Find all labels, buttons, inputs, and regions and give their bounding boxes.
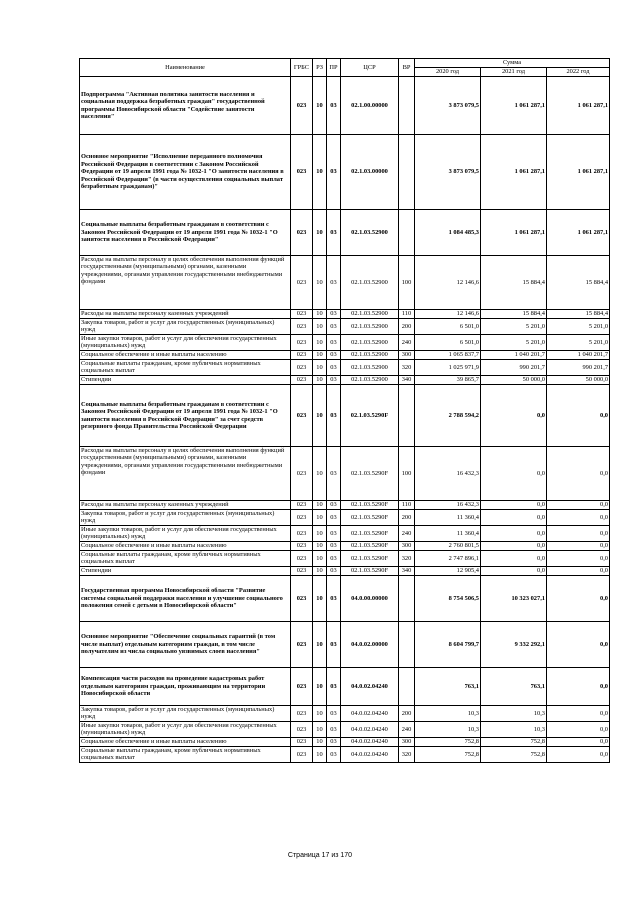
row-rz: 10	[313, 376, 327, 385]
row-vr: 320	[399, 551, 415, 567]
row-name: Расходы на выплаты персоналу в целях обеспечения выполнения функций государственными (муниципальными) органами, казенными учреждениями, органами управления государственными внебюджетными фондами	[80, 256, 291, 310]
row-grbs: 023	[291, 510, 313, 526]
table-row	[80, 738, 610, 747]
row-grbs: 023	[291, 542, 313, 551]
row-rz: 10	[313, 360, 327, 376]
row-name: Социальные выплаты гражданам, кроме публичных нормативных социальных выплат	[80, 747, 291, 763]
row-sum-2021: 5 201,0	[481, 319, 547, 335]
row-sum-2021: 15 884,4	[481, 256, 547, 310]
row-sum-2022: 0,0	[547, 385, 610, 447]
row-rz: 10	[313, 501, 327, 510]
row-vr	[399, 668, 415, 706]
row-sum-2022: 0,0	[547, 567, 610, 576]
row-sum-2021: 0,0	[481, 551, 547, 567]
row-sum-2022: 1 061 287,1	[547, 77, 610, 135]
row-rz: 10	[313, 385, 327, 447]
row-name: Социальное обеспечение и иные выплаты населению	[80, 542, 291, 551]
row-sum-2022: 1 040 201,7	[547, 351, 610, 360]
row-csr: 02.1.03.5290F	[341, 510, 399, 526]
row-pr: 03	[327, 351, 341, 360]
row-sum-2021: 763,1	[481, 668, 547, 706]
table-row	[80, 256, 610, 310]
row-vr: 340	[399, 567, 415, 576]
table-row	[80, 135, 610, 210]
row-grbs: 023	[291, 77, 313, 135]
row-grbs: 023	[291, 567, 313, 576]
row-pr: 03	[327, 706, 341, 722]
row-pr: 03	[327, 360, 341, 376]
row-pr: 03	[327, 551, 341, 567]
row-grbs: 023	[291, 501, 313, 510]
row-csr: 02.1.03.5290F	[341, 567, 399, 576]
row-rz: 10	[313, 551, 327, 567]
row-csr: 02.1.03.52900	[341, 256, 399, 310]
row-sum-2020: 1 084 485,3	[415, 210, 481, 256]
row-csr: 02.1.03.00000	[341, 135, 399, 210]
row-name: Социальные выплаты безработным гражданам в соответствии с Законом Российской Федерации от 19 апреля 1991 года № 1032-1 "О занятости населения в Российской Федерации"	[80, 210, 291, 256]
row-rz: 10	[313, 747, 327, 763]
row-sum-2020: 2 788 594,2	[415, 385, 481, 447]
row-pr: 03	[327, 376, 341, 385]
row-name: Социальное обеспечение и иные выплаты населению	[80, 351, 291, 360]
row-sum-2022: 0,0	[547, 542, 610, 551]
row-csr: 02.1.00.00000	[341, 77, 399, 135]
row-name: Иные закупки товаров, работ и услуг для обеспечения государственных (муниципальных) нужд	[80, 722, 291, 738]
row-vr: 200	[399, 510, 415, 526]
row-name: Расходы на выплаты персоналу казенных учреждений	[80, 310, 291, 319]
row-name: Иные закупки товаров, работ и услуг для обеспечения государственных (муниципальных) нужд	[80, 526, 291, 542]
row-rz: 10	[313, 668, 327, 706]
row-grbs: 023	[291, 747, 313, 763]
row-grbs: 023	[291, 385, 313, 447]
row-sum-2021: 0,0	[481, 385, 547, 447]
row-sum-2021: 9 332 292,1	[481, 622, 547, 668]
row-name: Закупка товаров, работ и услуг для государственных (муниципальных) нужд	[80, 319, 291, 335]
table-row	[80, 567, 610, 576]
row-sum-2020: 8 604 799,7	[415, 622, 481, 668]
table-row	[80, 310, 610, 319]
row-sum-2021: 990 201,7	[481, 360, 547, 376]
row-vr	[399, 210, 415, 256]
row-sum-2020: 2 747 896,1	[415, 551, 481, 567]
row-rz: 10	[313, 738, 327, 747]
row-pr: 03	[327, 319, 341, 335]
row-rz: 10	[313, 447, 327, 501]
row-grbs: 023	[291, 210, 313, 256]
row-pr: 03	[327, 510, 341, 526]
row-vr	[399, 77, 415, 135]
row-name: Стипендии	[80, 376, 291, 385]
row-sum-2022: 1 061 287,1	[547, 210, 610, 256]
row-grbs: 023	[291, 135, 313, 210]
row-csr: 02.1.03.52900	[341, 335, 399, 351]
row-pr: 03	[327, 210, 341, 256]
row-csr: 04.0.02.04240	[341, 668, 399, 706]
row-grbs: 023	[291, 551, 313, 567]
row-vr: 340	[399, 376, 415, 385]
row-sum-2021: 0,0	[481, 542, 547, 551]
row-csr: 02.1.03.52900	[341, 376, 399, 385]
row-name: Иные закупки товаров, работ и услуг для обеспечения государственных (муниципальных) нужд	[80, 335, 291, 351]
table-row	[80, 447, 610, 501]
row-vr	[399, 576, 415, 622]
row-rz: 10	[313, 135, 327, 210]
row-rz: 10	[313, 310, 327, 319]
row-sum-2022: 5 201,0	[547, 335, 610, 351]
row-sum-2020: 12 146,6	[415, 310, 481, 319]
page-number: Страница 17 из 170	[287, 852, 353, 859]
row-sum-2020: 10,3	[415, 722, 481, 738]
row-name: Основное мероприятие "Исполнение переданного полномочия Российской Федерации в соответствии с Законом Российской Федерации от 19 апреля 1991 года № 1032-1 "О занятости населения в Российской Федерации" (в части осуществления социальных выплат безработным гражданам)"	[80, 135, 291, 210]
row-name: Закупка товаров, работ и услуг для государственных (муниципальных) нужд	[80, 510, 291, 526]
row-name: Расходы на выплаты персоналу в целях обеспечения выполнения функций государственными (муниципальными) органами, казенными учреждениями, органами управления государственными внебюджетными фондами	[80, 447, 291, 501]
row-sum-2022: 0,0	[547, 668, 610, 706]
row-csr: 02.1.03.5290F	[341, 526, 399, 542]
row-sum-2020: 752,8	[415, 747, 481, 763]
row-vr: 200	[399, 319, 415, 335]
row-sum-2020: 6 501,0	[415, 335, 481, 351]
row-grbs: 023	[291, 722, 313, 738]
row-name: Государственная программа Новосибирской области "Развитие системы социальной поддержки населения и улучшение социального положения семей с детьми в Новосибирской области"	[80, 576, 291, 622]
row-name: Подпрограмма "Активная политика занятости населения и социальная поддержка безработных граждан" государственной программы Новосибирской области "Содействие занятости населения"	[80, 77, 291, 135]
row-sum-2020: 11 360,4	[415, 510, 481, 526]
row-sum-2021: 10 323 027,1	[481, 576, 547, 622]
row-sum-2022: 0,0	[547, 722, 610, 738]
row-csr: 04.0.02.00000	[341, 622, 399, 668]
table-row	[80, 722, 610, 738]
header-grbs: ГРБС	[291, 59, 313, 77]
header-year-2021: 2021 год	[481, 68, 547, 77]
row-vr: 240	[399, 526, 415, 542]
row-pr: 03	[327, 135, 341, 210]
row-vr: 240	[399, 335, 415, 351]
row-sum-2020: 10,3	[415, 706, 481, 722]
row-rz: 10	[313, 542, 327, 551]
row-sum-2020: 3 873 079,5	[415, 77, 481, 135]
row-grbs: 023	[291, 360, 313, 376]
header-csr: ЦСР	[341, 59, 399, 77]
row-csr: 02.1.03.5290F	[341, 447, 399, 501]
budget-table-body	[80, 77, 610, 763]
header-rz: РЗ	[313, 59, 327, 77]
row-sum-2021: 10,3	[481, 722, 547, 738]
row-sum-2021: 5 201,0	[481, 335, 547, 351]
row-sum-2021: 1 061 287,1	[481, 77, 547, 135]
row-vr	[399, 622, 415, 668]
row-vr: 300	[399, 738, 415, 747]
row-sum-2020: 752,8	[415, 738, 481, 747]
row-vr: 100	[399, 256, 415, 310]
table-row	[80, 668, 610, 706]
row-pr: 03	[327, 335, 341, 351]
row-sum-2022: 50 000,0	[547, 376, 610, 385]
row-sum-2022: 0,0	[547, 447, 610, 501]
row-rz: 10	[313, 510, 327, 526]
row-pr: 03	[327, 526, 341, 542]
row-grbs: 023	[291, 576, 313, 622]
row-csr: 02.1.03.5290F	[341, 551, 399, 567]
row-csr: 02.1.03.5290F	[341, 385, 399, 447]
row-sum-2022: 0,0	[547, 747, 610, 763]
row-grbs: 023	[291, 526, 313, 542]
row-grbs: 023	[291, 706, 313, 722]
row-sum-2021: 0,0	[481, 510, 547, 526]
row-sum-2020: 16 432,3	[415, 447, 481, 501]
row-grbs: 023	[291, 622, 313, 668]
table-row	[80, 706, 610, 722]
row-name: Расходы на выплаты персоналу казенных учреждений	[80, 501, 291, 510]
row-sum-2022: 0,0	[547, 510, 610, 526]
row-grbs: 023	[291, 738, 313, 747]
row-pr: 03	[327, 310, 341, 319]
row-sum-2020: 12 905,4	[415, 567, 481, 576]
row-rz: 10	[313, 210, 327, 256]
row-sum-2022: 15 884,4	[547, 256, 610, 310]
row-sum-2022: 5 201,0	[547, 319, 610, 335]
row-sum-2021: 0,0	[481, 526, 547, 542]
table-row	[80, 376, 610, 385]
table-row	[80, 510, 610, 526]
row-csr: 04.0.02.04240	[341, 722, 399, 738]
table-row	[80, 360, 610, 376]
table-row	[80, 319, 610, 335]
table-row	[80, 526, 610, 542]
table-row	[80, 77, 610, 135]
row-sum-2020: 16 432,3	[415, 501, 481, 510]
row-csr: 02.1.03.52900	[341, 319, 399, 335]
row-vr: 110	[399, 310, 415, 319]
row-sum-2022: 0,0	[547, 526, 610, 542]
row-sum-2022: 0,0	[547, 706, 610, 722]
row-grbs: 023	[291, 668, 313, 706]
row-csr: 04.0.02.04240	[341, 738, 399, 747]
table-row	[80, 551, 610, 567]
table-row	[80, 576, 610, 622]
header-pr: ПР	[327, 59, 341, 77]
row-rz: 10	[313, 622, 327, 668]
row-pr: 03	[327, 722, 341, 738]
row-sum-2021: 752,8	[481, 747, 547, 763]
row-rz: 10	[313, 351, 327, 360]
table-row	[80, 385, 610, 447]
row-sum-2020: 3 873 079,5	[415, 135, 481, 210]
row-pr: 03	[327, 668, 341, 706]
budget-table	[79, 58, 610, 763]
row-grbs: 023	[291, 376, 313, 385]
table-row	[80, 747, 610, 763]
row-pr: 03	[327, 77, 341, 135]
row-name: Компенсация части расходов на проведение кадастровых работ отдельным категориям граждан, проживающим на территории Новосибирской области	[80, 668, 291, 706]
row-name: Закупка товаров, работ и услуг для государственных (муниципальных) нужд	[80, 706, 291, 722]
row-sum-2020: 12 146,6	[415, 256, 481, 310]
row-pr: 03	[327, 576, 341, 622]
row-vr: 300	[399, 542, 415, 551]
row-vr: 300	[399, 351, 415, 360]
row-rz: 10	[313, 576, 327, 622]
row-csr: 02.1.03.52900	[341, 351, 399, 360]
row-sum-2020: 11 360,4	[415, 526, 481, 542]
row-csr: 02.1.03.52900	[341, 210, 399, 256]
row-sum-2020: 6 501,0	[415, 319, 481, 335]
row-pr: 03	[327, 501, 341, 510]
table-row	[80, 351, 610, 360]
row-sum-2020: 39 865,7	[415, 376, 481, 385]
row-pr: 03	[327, 385, 341, 447]
row-sum-2021: 1 061 287,1	[481, 210, 547, 256]
row-rz: 10	[313, 706, 327, 722]
row-name: Социальные выплаты гражданам, кроме публичных нормативных социальных выплат	[80, 551, 291, 567]
row-pr: 03	[327, 542, 341, 551]
row-sum-2021: 10,3	[481, 706, 547, 722]
row-name: Социальные выплаты гражданам, кроме публичных нормативных социальных выплат	[80, 360, 291, 376]
row-pr: 03	[327, 447, 341, 501]
table-row	[80, 542, 610, 551]
row-pr: 03	[327, 622, 341, 668]
row-grbs: 023	[291, 310, 313, 319]
row-pr: 03	[327, 256, 341, 310]
table-row	[80, 210, 610, 256]
row-sum-2020: 1 025 971,9	[415, 360, 481, 376]
row-sum-2021: 1 061 287,1	[481, 135, 547, 210]
row-sum-2022: 0,0	[547, 738, 610, 747]
row-sum-2021: 1 040 201,7	[481, 351, 547, 360]
row-vr	[399, 135, 415, 210]
row-sum-2021: 752,8	[481, 738, 547, 747]
row-sum-2022: 0,0	[547, 501, 610, 510]
row-sum-2021: 50 000,0	[481, 376, 547, 385]
row-name: Социальное обеспечение и иные выплаты населению	[80, 738, 291, 747]
row-rz: 10	[313, 256, 327, 310]
row-sum-2022: 1 061 287,1	[547, 135, 610, 210]
row-sum-2022: 0,0	[547, 576, 610, 622]
row-csr: 04.0.02.04240	[341, 747, 399, 763]
row-sum-2020: 8 754 506,5	[415, 576, 481, 622]
row-csr: 02.1.03.52900	[341, 360, 399, 376]
row-vr: 110	[399, 501, 415, 510]
row-csr: 02.1.03.5290F	[341, 542, 399, 551]
row-vr: 240	[399, 722, 415, 738]
row-grbs: 023	[291, 351, 313, 360]
row-grbs: 023	[291, 447, 313, 501]
row-name: Стипендии	[80, 567, 291, 576]
table-row	[80, 501, 610, 510]
row-csr: 02.1.03.5290F	[341, 501, 399, 510]
row-vr	[399, 385, 415, 447]
row-sum-2021: 0,0	[481, 501, 547, 510]
row-sum-2022: 15 884,4	[547, 310, 610, 319]
row-sum-2021: 0,0	[481, 447, 547, 501]
row-sum-2020: 1 065 837,7	[415, 351, 481, 360]
row-sum-2020: 2 760 801,5	[415, 542, 481, 551]
row-csr: 04.0.00.00000	[341, 576, 399, 622]
row-sum-2020: 763,1	[415, 668, 481, 706]
table-row	[80, 622, 610, 668]
header-year-2020: 2020 год	[415, 68, 481, 77]
row-rz: 10	[313, 77, 327, 135]
row-sum-2022: 990 201,7	[547, 360, 610, 376]
row-sum-2021: 0,0	[481, 567, 547, 576]
row-rz: 10	[313, 319, 327, 335]
row-grbs: 023	[291, 335, 313, 351]
header-name: Наименование	[80, 59, 291, 77]
row-csr: 02.1.03.52900	[341, 310, 399, 319]
row-rz: 10	[313, 722, 327, 738]
row-sum-2022: 0,0	[547, 622, 610, 668]
header-year-2022: 2022 год	[547, 68, 610, 77]
row-name: Социальные выплаты безработным гражданам в соответствии с Законом Российской Федерации от 19 апреля 1991 года № 1032-1 "О занятости населения в Российской Федерации" за счет средств резервного фонда Правительства Российской Федерации	[80, 385, 291, 447]
row-pr: 03	[327, 567, 341, 576]
row-sum-2022: 0,0	[547, 551, 610, 567]
row-grbs: 023	[291, 319, 313, 335]
row-name: Основное мероприятие "Обеспечение социальных гарантий (в том числе выплат) отдельным категориям граждан, в том числе получателям из числа социально уязвимых слоев населения"	[80, 622, 291, 668]
header-vr: ВР	[399, 59, 415, 77]
row-vr: 100	[399, 447, 415, 501]
row-pr: 03	[327, 738, 341, 747]
table-row	[80, 335, 610, 351]
row-pr: 03	[327, 747, 341, 763]
row-rz: 10	[313, 567, 327, 576]
header-sum: Сумма	[415, 59, 610, 68]
row-csr: 04.0.02.04240	[341, 706, 399, 722]
row-grbs: 023	[291, 256, 313, 310]
row-vr: 320	[399, 747, 415, 763]
row-vr: 200	[399, 706, 415, 722]
row-vr: 320	[399, 360, 415, 376]
row-sum-2021: 15 884,4	[481, 310, 547, 319]
row-rz: 10	[313, 335, 327, 351]
row-rz: 10	[313, 526, 327, 542]
